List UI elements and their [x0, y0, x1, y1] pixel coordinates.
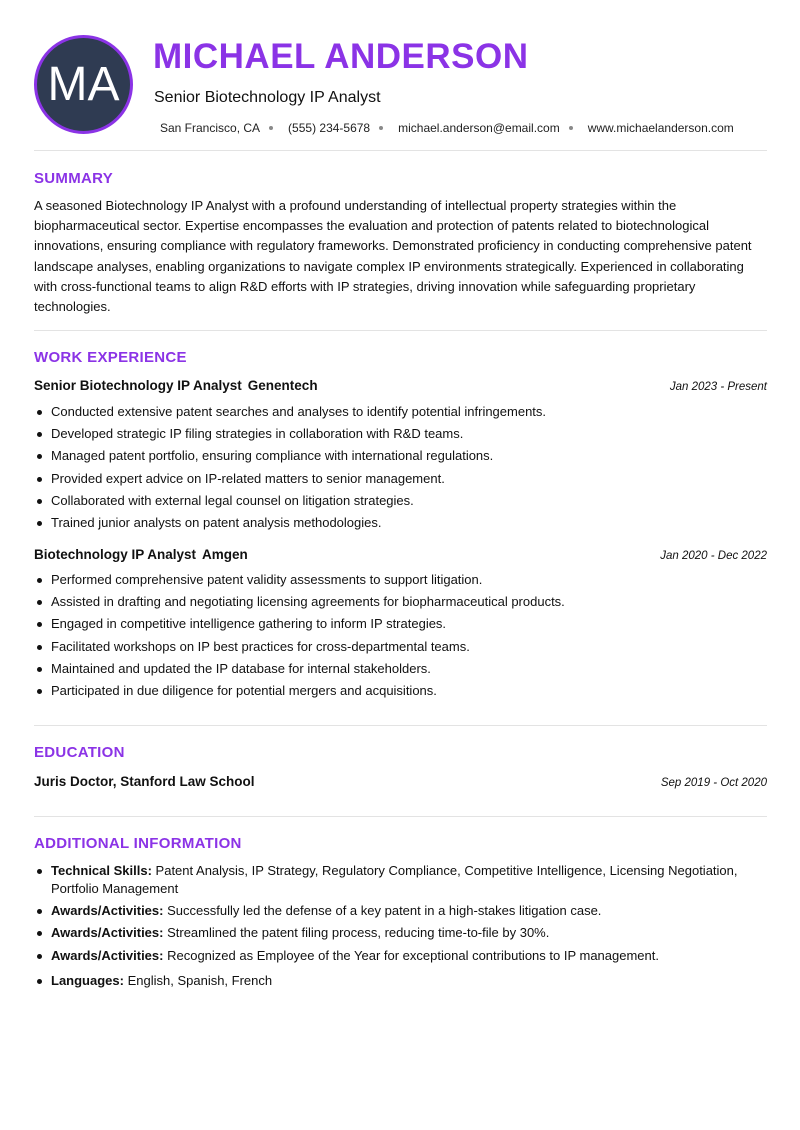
- item-text: Streamlined the patent filing process, reducing time-to-file by 30%.: [167, 925, 550, 941]
- job-company: Amgen: [202, 547, 248, 562]
- item-text: Successfully led the defense of a key patent in a high-stakes litigation case.: [167, 903, 602, 919]
- list-item: [34, 947, 767, 965]
- job-dates: Jan 2020 - Dec 2022: [660, 550, 767, 562]
- list-item: Facilitated workshops on IP best practices for cross-departmental teams.: [34, 638, 767, 656]
- education-degree: Juris Doctor, Stanford Law School: [34, 774, 255, 789]
- item-text: Patent Analysis, IP Strategy, Regulatory Compliance, Competitive Intelligence, Licensing Negotiation, Portfolio Management: [51, 863, 738, 896]
- item-text: English, Spanish, French: [127, 972, 273, 988]
- job-company: Genentech: [247, 378, 318, 393]
- job-header: [34, 377, 767, 396]
- list-item: Collaborated with external legal counsel on litigation strategies.: [34, 492, 767, 510]
- avatar-initials: MA: [47, 58, 120, 111]
- list-item: Assisted in drafting and negotiating licensing agreements for biopharmaceutical products.: [34, 593, 767, 611]
- item-label: Awards/Activities:: [51, 925, 164, 941]
- list-item: Engaged in competitive intelligence gathering to inform IP strategies.: [34, 615, 767, 633]
- item-label: Languages:: [51, 972, 124, 988]
- separator-dot-icon: [569, 126, 573, 130]
- job-role: Biotechnology IP Analyst: [34, 547, 197, 562]
- list-item: [34, 972, 767, 990]
- contact-row: [160, 120, 734, 136]
- section-divider: [34, 330, 767, 331]
- list-item: Performed comprehensive patent validity assessments to support litigation.: [34, 571, 767, 589]
- experience-heading: WORK EXPERIENCE: [34, 349, 187, 366]
- job-role: Senior Biotechnology IP Analyst: [34, 378, 242, 393]
- list-item: [34, 862, 767, 898]
- candidate-name: MICHAEL ANDERSON: [153, 37, 529, 76]
- summary-text: A seasoned Biotechnology IP Analyst with a profound understanding of intellectual property strategies within the biopharmaceutical sector. Expertise encompasses the evaluation and protection of patents related to biotechnological innovations, ensuring compliance with regulatory frameworks. Demonstrated proficiency in conducting comprehensive patent landscape analyses, enabling organizations to navigate complex IP environments strategically. Experienced in collaborating with cross-functional teams to align R&D efforts with IP strategies, driving innovation while safeguarding proprietary technologies.: [34, 198, 752, 315]
- list-item: Trained junior analysts on patent analysis methodologies.: [34, 514, 767, 532]
- item-label: Technical Skills:: [51, 863, 152, 878]
- list-item: [34, 924, 767, 942]
- additional-list: [34, 862, 767, 994]
- list-item: Participated in due diligence for potential mergers and acquisitions.: [34, 682, 767, 700]
- list-item: Developed strategic IP filing strategies in collaboration with R&D teams.: [34, 425, 767, 443]
- job-title-line: [34, 377, 318, 395]
- section-divider: [34, 725, 767, 726]
- job-dates: Jan 2023 - Present: [669, 381, 767, 393]
- list-item: Provided expert advice on IP-related matters to senior management.: [34, 470, 767, 488]
- job-bullet-list: [34, 571, 767, 704]
- item-text: Recognized as Employee of the Year for exceptional contributions to IP management.: [167, 947, 659, 963]
- contact-phone: (555) 234-5678: [288, 121, 371, 135]
- contact-location: San Francisco, CA: [160, 121, 261, 135]
- job-header: [34, 546, 767, 565]
- section-divider: [34, 150, 767, 151]
- contact-website[interactable]: www.michaelanderson.com: [587, 121, 734, 135]
- education-dates: Sep 2019 - Oct 2020: [660, 777, 767, 789]
- education-entry: [34, 773, 767, 792]
- candidate-title: Senior Biotechnology IP Analyst: [154, 89, 381, 106]
- section-divider: [34, 816, 767, 817]
- item-label: Awards/Activities:: [51, 903, 164, 919]
- item-label: Awards/Activities:: [51, 947, 164, 963]
- list-item: [34, 902, 767, 920]
- summary-heading: SUMMARY: [34, 170, 114, 187]
- separator-dot-icon: [269, 126, 273, 130]
- list-item: Managed patent portfolio, ensuring compliance with international regulations.: [34, 447, 767, 465]
- job-title-line: [34, 546, 248, 564]
- list-item: Conducted extensive patent searches and analyses to identify potential infringements.: [34, 403, 767, 421]
- separator-dot-icon: [379, 126, 383, 130]
- list-item: Maintained and updated the IP database for internal stakeholders.: [34, 660, 767, 678]
- contact-email[interactable]: michael.anderson@email.com: [398, 121, 560, 135]
- education-heading: EDUCATION: [34, 744, 125, 761]
- job-bullet-list: [34, 403, 767, 536]
- additional-heading: ADDITIONAL INFORMATION: [34, 835, 242, 852]
- avatar: [34, 35, 133, 134]
